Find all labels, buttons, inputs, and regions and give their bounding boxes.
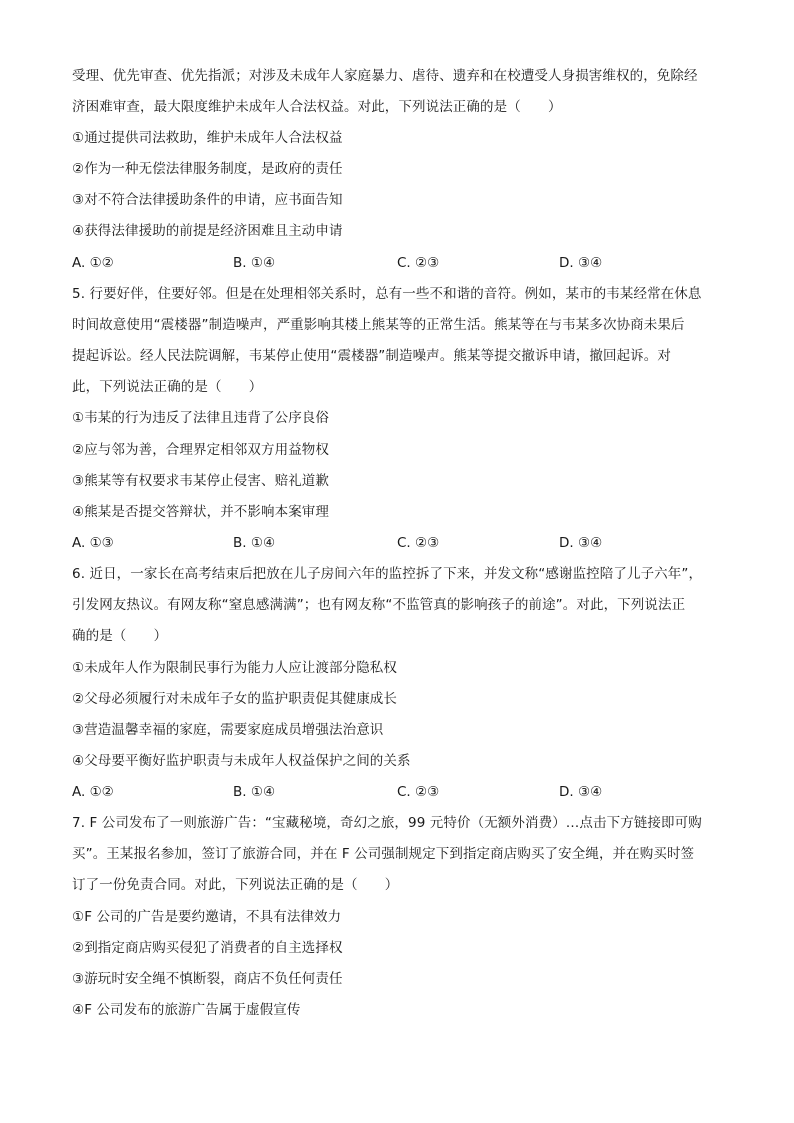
option-b: B. ①④	[233, 784, 276, 800]
option-c: C. ②③	[397, 255, 440, 271]
option-d: D. ③④	[559, 535, 603, 551]
question-4-statement-4: ④获得法律援助的前提是经济困难且主动申请	[72, 223, 343, 239]
question-6-statement-3: ③营造温馨幸福的家庭，需要家庭成员增强法治意识	[72, 722, 384, 738]
question-6-stem-line: 引发网友热议。有网友称“窒息感满满”；也有网友称“不监管真的影响孩子的前途”。对此，下列说法正	[72, 597, 686, 613]
question-4-statement-1: ①通过提供司法救助，维护未成年人合法权益	[72, 130, 343, 146]
option-c: C. ②③	[397, 784, 440, 800]
option-b: B. ①④	[233, 255, 276, 271]
question-6-statement-1: ①未成年人作为限制民事行为能力人应让渡部分隐私权	[72, 660, 398, 676]
question-6-options	[72, 782, 722, 802]
question-7-statement-3: ③游玩时安全绳不慎断裂，商店不负任何责任	[72, 971, 343, 987]
question-5-stem-line: 此，下列说法正确的是（ ）	[72, 379, 263, 395]
question-4-stem-line: 济困难审查，最大限度维护未成年人合法权益。对此，下列说法正确的是（ ）	[72, 99, 562, 115]
question-4-options	[72, 253, 722, 273]
question-5-options	[72, 533, 722, 553]
question-7-statement-1: ①F 公司的广告是要约邀请，不具有法律效力	[72, 909, 342, 925]
option-a: A. ①②	[72, 255, 114, 271]
question-7-statement-4: ④F 公司发布的旅游广告属于虚假宣传	[72, 1002, 301, 1018]
question-5-statement-4: ④熊某是否提交答辩状，并不影响本案审理	[72, 504, 330, 520]
question-7-statement-2: ②到指定商店购买侵犯了消费者的自主选择权	[72, 940, 343, 956]
question-5-statement-1: ①韦某的行为违反了法律且违背了公序良俗	[72, 410, 330, 426]
question-5-stem-line: 提起诉讼。经人民法院调解，韦某停止使用“震楼器”制造噪声。熊某等提交撤诉申请，撤回起诉。对	[72, 348, 671, 364]
option-a: A. ①③	[72, 535, 114, 551]
question-7-stem-line: 7. F 公司发布了一则旅游广告：“宝藏秘境，奇幻之旅，99 元特价（无额外消费）…点击下方链接即可购	[72, 815, 702, 831]
question-4-stem-line: 受理、优先审查、优先指派；对涉及未成年人家庭暴力、虐待、遗弃和在校遭受人身损害维权的，免除经	[72, 68, 698, 84]
question-4-statement-2: ②作为一种无偿法律服务制度，是政府的责任	[72, 161, 343, 177]
question-5-statement-3: ③熊某等有权要求韦某停止侵害、赔礼道歉	[72, 473, 330, 489]
option-b: B. ①④	[233, 535, 276, 551]
question-4-statement-3: ③对不符合法律援助条件的申请，应书面告知	[72, 192, 343, 208]
question-6-statement-2: ②父母必须履行对未成年子女的监护职责促其健康成长	[72, 691, 398, 707]
question-5-statement-2: ②应与邻为善，合理界定相邻双方用益物权	[72, 442, 330, 458]
question-7-stem-line: 订了一份免责合同。对此，下列说法正确的是（ ）	[72, 877, 399, 893]
option-c: C. ②③	[397, 535, 440, 551]
option-a: A. ①②	[72, 784, 114, 800]
option-d: D. ③④	[559, 784, 603, 800]
question-5-stem-line: 5. 行要好伴，住要好邻。但是在处理相邻关系时，总有一些不和谐的音符。例如，某市的韦某经常在休息	[72, 286, 702, 302]
question-6-statement-4: ④父母要平衡好监护职责与未成年人权益保护之间的关系	[72, 753, 411, 769]
question-6-stem-line: 确的是（ ）	[72, 628, 168, 644]
question-5-stem-line: 时间故意使用“震楼器”制造噪声，严重影响其楼上熊某等的正常生活。熊某等在与韦某多次协商未果后	[72, 317, 685, 333]
option-d: D. ③④	[559, 255, 603, 271]
question-6-stem-line: 6. 近日，一家长在高考结束后把放在儿子房间六年的监控拆了下来，并发文称“感谢监控陪了儿子六年”，	[72, 566, 703, 582]
question-7-stem-line: 买”。王某报名参加，签订了旅游合同，并在 F 公司强制规定下到指定商店购买了安全绳，并在购买时签	[72, 846, 695, 862]
